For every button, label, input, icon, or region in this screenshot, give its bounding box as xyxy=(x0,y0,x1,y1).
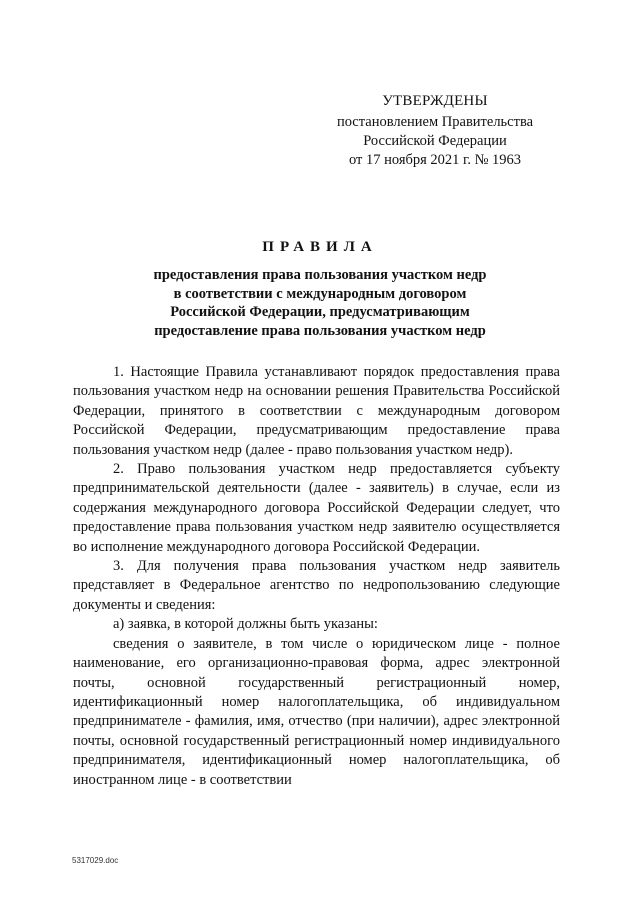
document-title: ПРАВИЛА xyxy=(262,239,378,255)
subtitle-line-1: предоставления права пользования участком недр xyxy=(153,267,487,283)
subtitle-line-2: в соответствии с международным договором xyxy=(173,285,467,302)
subtitle-line-4: предоставление права пользования участком недр xyxy=(154,322,486,339)
approval-heading: УТВЕРЖДЕНЫ xyxy=(382,93,488,109)
paragraph-4: а) заявка, в которой должны быть указаны: xyxy=(113,616,378,633)
approval-block xyxy=(330,92,540,170)
paragraph-3: 3. Для получения права пользования участком недр заявитель представляет в Федеральное агентство по недропользованию следующие документы и сведения: xyxy=(73,558,560,613)
document-subtitle xyxy=(120,266,520,340)
paragraph-1: 1. Настоящие Правила устанавливают порядок предоставления права пользования участком недр на основании решения Правительства Российской Федерации, принятого в соответствии с международным договором Российской Федерации, предусматривающим предоставление права пользования участком недр (далее - право пользования участком недр). xyxy=(73,364,560,458)
paragraph-2: 2. Право пользования участком недр предоставляется субъекту предпринимательской деятельности (далее - заявитель) в случае, если из содержания международного договора Российской Федерации следует, что предоставление права пользования участком недр заявителю осуществляется во исполнение международного договора Российской Федерации. xyxy=(73,461,560,555)
approval-line-2: Российской Федерации xyxy=(363,133,507,149)
approval-line-1: постановлением Правительства xyxy=(336,114,534,130)
approval-line-3: от 17 ноября 2021 г. № 1963 xyxy=(348,152,522,168)
document-body xyxy=(73,363,560,790)
subtitle-line-3: Российской Федерации, предусматривающим xyxy=(170,304,470,320)
paragraph-5: сведения о заявителе, в том числе о юридическом лице - полное наименование, его организационно-правовая форма, адрес электронной почты, основной государственный регистрационный номер, идентификационный номер налогоплательщика, об индивидуальном предпринимателе - фамилия, имя, отчество (при наличии), адрес электронной почты, основной государственный регистрационный номер индивидуального предпринимателя, идентификационный номер налогоплательщика, об иностранном лице - в соответствии xyxy=(73,635,560,788)
file-code: 5317029.doc xyxy=(72,856,119,865)
